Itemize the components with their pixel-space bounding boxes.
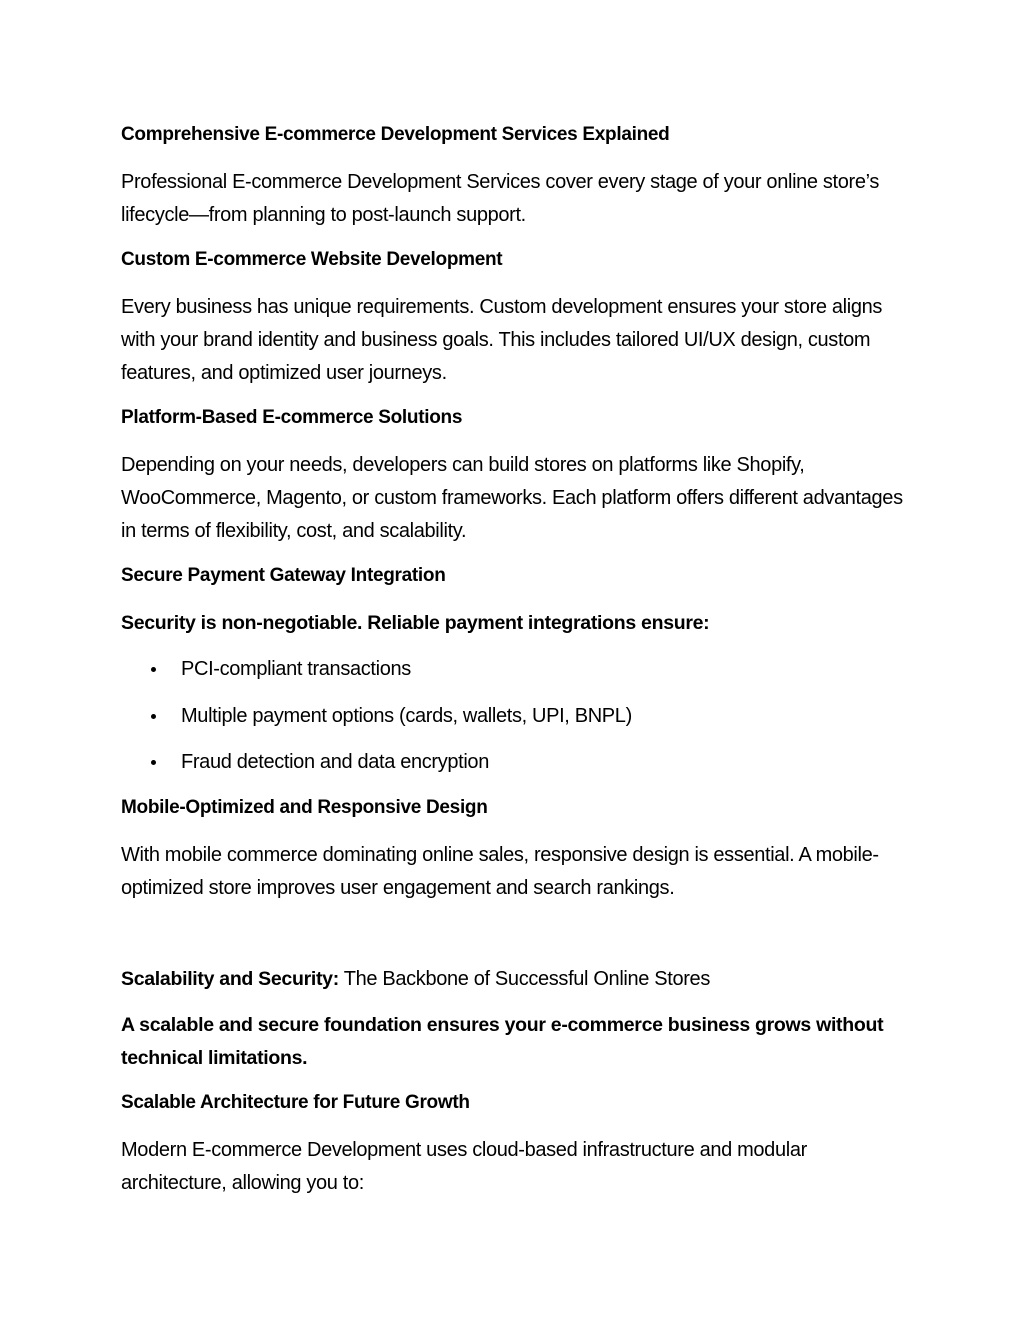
section-heading: Custom E-commerce Website Development bbox=[121, 249, 503, 270]
bold-lead-paragraph: A scalable and secure foundation ensures your e-commerce business grows without technical limitations. bbox=[121, 1013, 884, 1069]
section-heading: Scalable Architecture for Future Growth bbox=[121, 1091, 470, 1113]
section-heading: Mobile-Optimized and Responsive Design bbox=[121, 796, 488, 818]
heading-bold-part: Scalability and Security: bbox=[121, 967, 339, 990]
paragraph: Depending on your needs, developers can build stores on platforms like Shopify, WooCommerce, Magento, or custom frameworks. Each platform offers different advantages in terms of flexibility, cost, and scalability. bbox=[121, 454, 903, 542]
paragraph: Modern E-commerce Development uses cloud-based infrastructure and modular architecture, allowing you to: bbox=[121, 1138, 807, 1194]
heading-regular-part: The Backbone of Successful Online Stores bbox=[338, 967, 710, 990]
empty-line bbox=[121, 918, 911, 963]
section-heading: Comprehensive E-commerce Development Services Explained bbox=[121, 124, 670, 145]
section-heading-mixed bbox=[121, 963, 911, 996]
section-heading: Platform-Based E-commerce Solutions bbox=[121, 407, 463, 428]
section-heading: Secure Payment Gateway Integration bbox=[121, 565, 446, 586]
bullet-list bbox=[121, 653, 911, 779]
bold-lead-paragraph: Security is non-negotiable. Reliable payment integrations ensure: bbox=[121, 612, 710, 634]
document-page bbox=[121, 120, 911, 1213]
bullet-text: PCI-compliant transactions bbox=[181, 658, 411, 680]
bullet-icon bbox=[151, 714, 156, 719]
bullet-item bbox=[121, 746, 911, 779]
paragraph: Professional E-commerce Development Services cover every stage of your online store’s lifecycle—from planning to post-launch support. bbox=[121, 171, 880, 226]
bullet-icon bbox=[151, 760, 156, 765]
bullet-icon bbox=[151, 667, 156, 672]
bullet-text: Multiple payment options (cards, wallets, UPI, BNPL) bbox=[181, 704, 632, 727]
paragraph: Every business has unique requirements. Custom development ensures your store aligns with your brand identity and business goals. This includes tailored UI/UX design, custom features, and optimized user journeys. bbox=[121, 296, 883, 384]
bullet-text: Fraud detection and data encryption bbox=[181, 751, 489, 773]
bullet-item bbox=[121, 700, 911, 733]
bullet-item bbox=[121, 653, 911, 686]
paragraph: With mobile commerce dominating online sales, responsive design is essential. A mobile-optimized store improves user engagement and search rankings. bbox=[121, 843, 879, 899]
